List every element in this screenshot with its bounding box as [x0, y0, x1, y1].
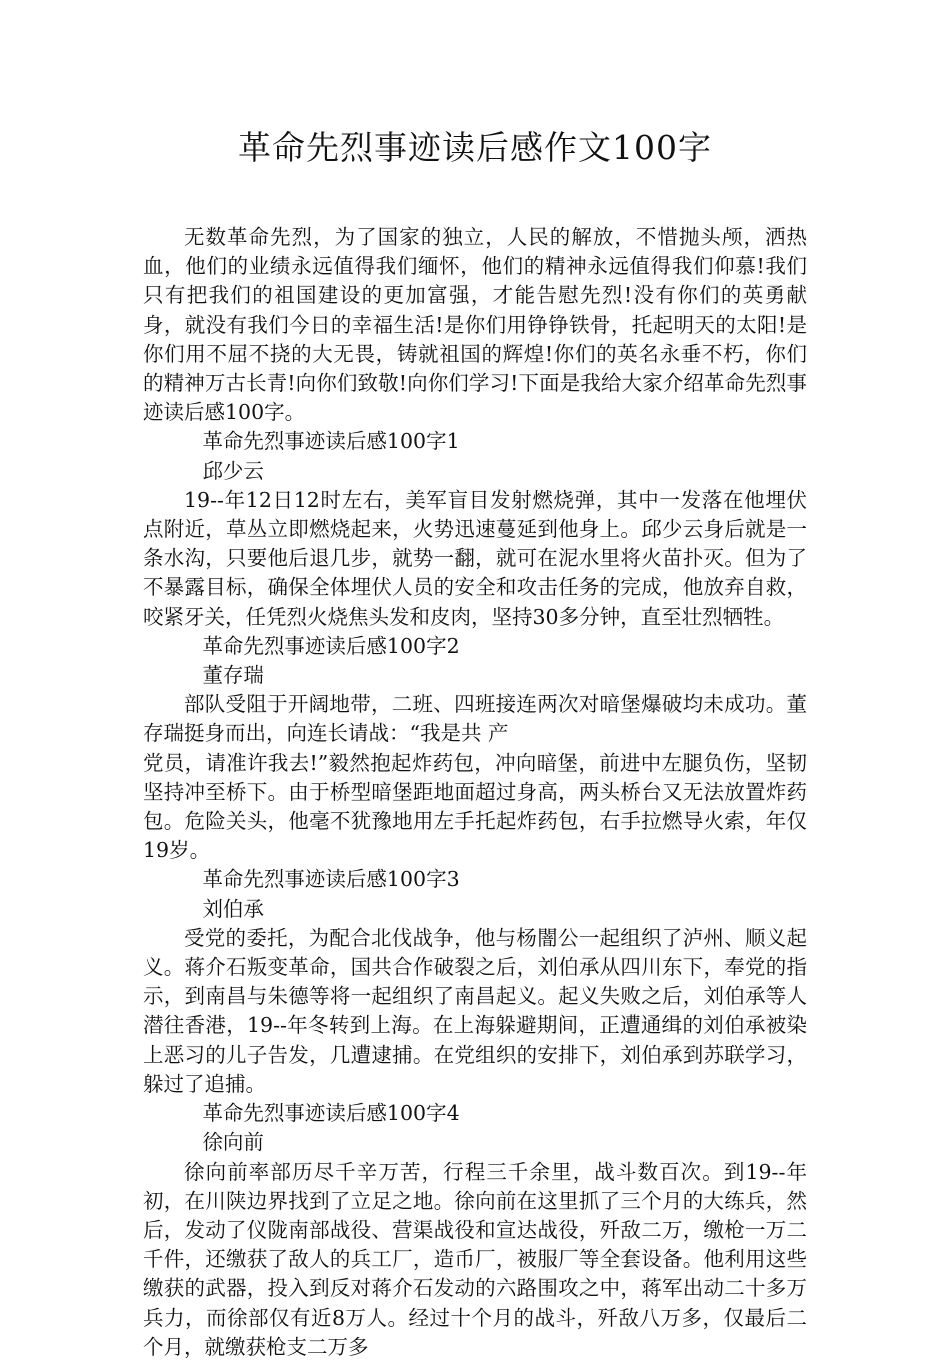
section-line: 徐向前	[202, 1130, 264, 1155]
document-title: 革命先烈事迹读后感作文100字	[238, 128, 712, 167]
paragraph: 19--年12日12时左右，美军盲目发射燃烧弹，其中一发落在他埋伏点附近，草丛立即燃烧起来，火势迅速蔓延到他身上。邱少云身后就是一条水沟，只要他后退几步，就势一翻，就可在泥水里将火苗扑灭。但为了不暴露目标，确保全体埋伏人员的安全和攻击任务的完成，他放弃自救，咬紧牙关，任凭烈火烧焦头发和皮肉，坚持30多分钟，直至壮烈牺牲。	[143, 487, 807, 629]
section-line: 邱少云	[202, 458, 264, 483]
section-line: 董存瑞	[202, 663, 264, 688]
paragraph: 党员，请准许我去!”毅然抱起炸药包，冲向暗堡，前进中左腿负伤，坚韧坚持冲至桥下。由于桥型暗堡距地面超过身高，两头桥台又无法放置炸药包。危险关头，他毫不犹豫地用左手托起炸药包，右手拉燃导火索，年仅19岁。	[143, 750, 807, 863]
document-body	[143, 223, 807, 1362]
section-line: 革命先烈事迹读后感100字2	[202, 633, 460, 658]
section-line: 刘伯承	[202, 896, 264, 921]
section-line: 革命先烈事迹读后感100字1	[202, 429, 460, 454]
paragraph: 徐向前率部历尽千辛万苦，行程三千余里，战斗数百次。到19--年初，在川陕边界找到了立足之地。徐向前在这里抓了三个月的大练兵，然后，发动了仪陇南部战役、营渠战役和宣达战役，歼敌二万，缴枪一万二千件，还缴获了敌人的兵工厂，造币厂，被服厂等全套设备。他利用这些缴获的武器，投入到反对蒋介石发动的六路围攻之中，蒋军出动二十多万兵力，而徐部仅有近8万人。经过十个月的战斗，歼敌八万多，仅最后二个月，就缴获枪支二万多	[143, 1159, 807, 1359]
section-line: 革命先烈事迹读后感100字3	[202, 867, 460, 892]
paragraph: 部队受阻于开阔地带，二班、四班接连两次对暗堡爆破均未成功。董存瑞挺身而出，向连长请战：“我是共 产	[143, 692, 807, 746]
paragraph: 受党的委托，为配合北伐战争，他与杨闇公一起组织了泸州、顺义起义。蒋介石叛变革命，国共合作破裂之后，刘伯承从四川东下，奉党的指示，到南昌与朱德等将一起组织了南昌起义。起义失败之后，刘伯承等人潜往香港，19--年冬转到上海。在上海躲避期间，正遭通缉的刘伯承被染上恶习的儿子告发，几遭逮捕。在党组织的安排下，刘伯承到苏联学习，躲过了追捕。	[143, 925, 807, 1096]
paragraph: 无数革命先烈，为了国家的独立，人民的解放，不惜抛头颅，洒热血，他们的业绩永远值得我们缅怀，他们的精神永远值得我们仰慕!我们只有把我们的祖国建设的更加富强，才能告慰先烈!没有你们的英勇献身，就没有我们今日的幸福生活!是你们用铮铮铁骨，托起明天的太阳!是你们用不屈不挠的大无畏，铸就祖国的辉煌!你们的英名永垂不朽，你们的精神万古长青!向你们致敬!向你们学习!下面是我给大家介绍革命先烈事迹读后感100字。	[143, 225, 807, 425]
section-line: 革命先烈事迹读后感100字4	[202, 1101, 460, 1126]
